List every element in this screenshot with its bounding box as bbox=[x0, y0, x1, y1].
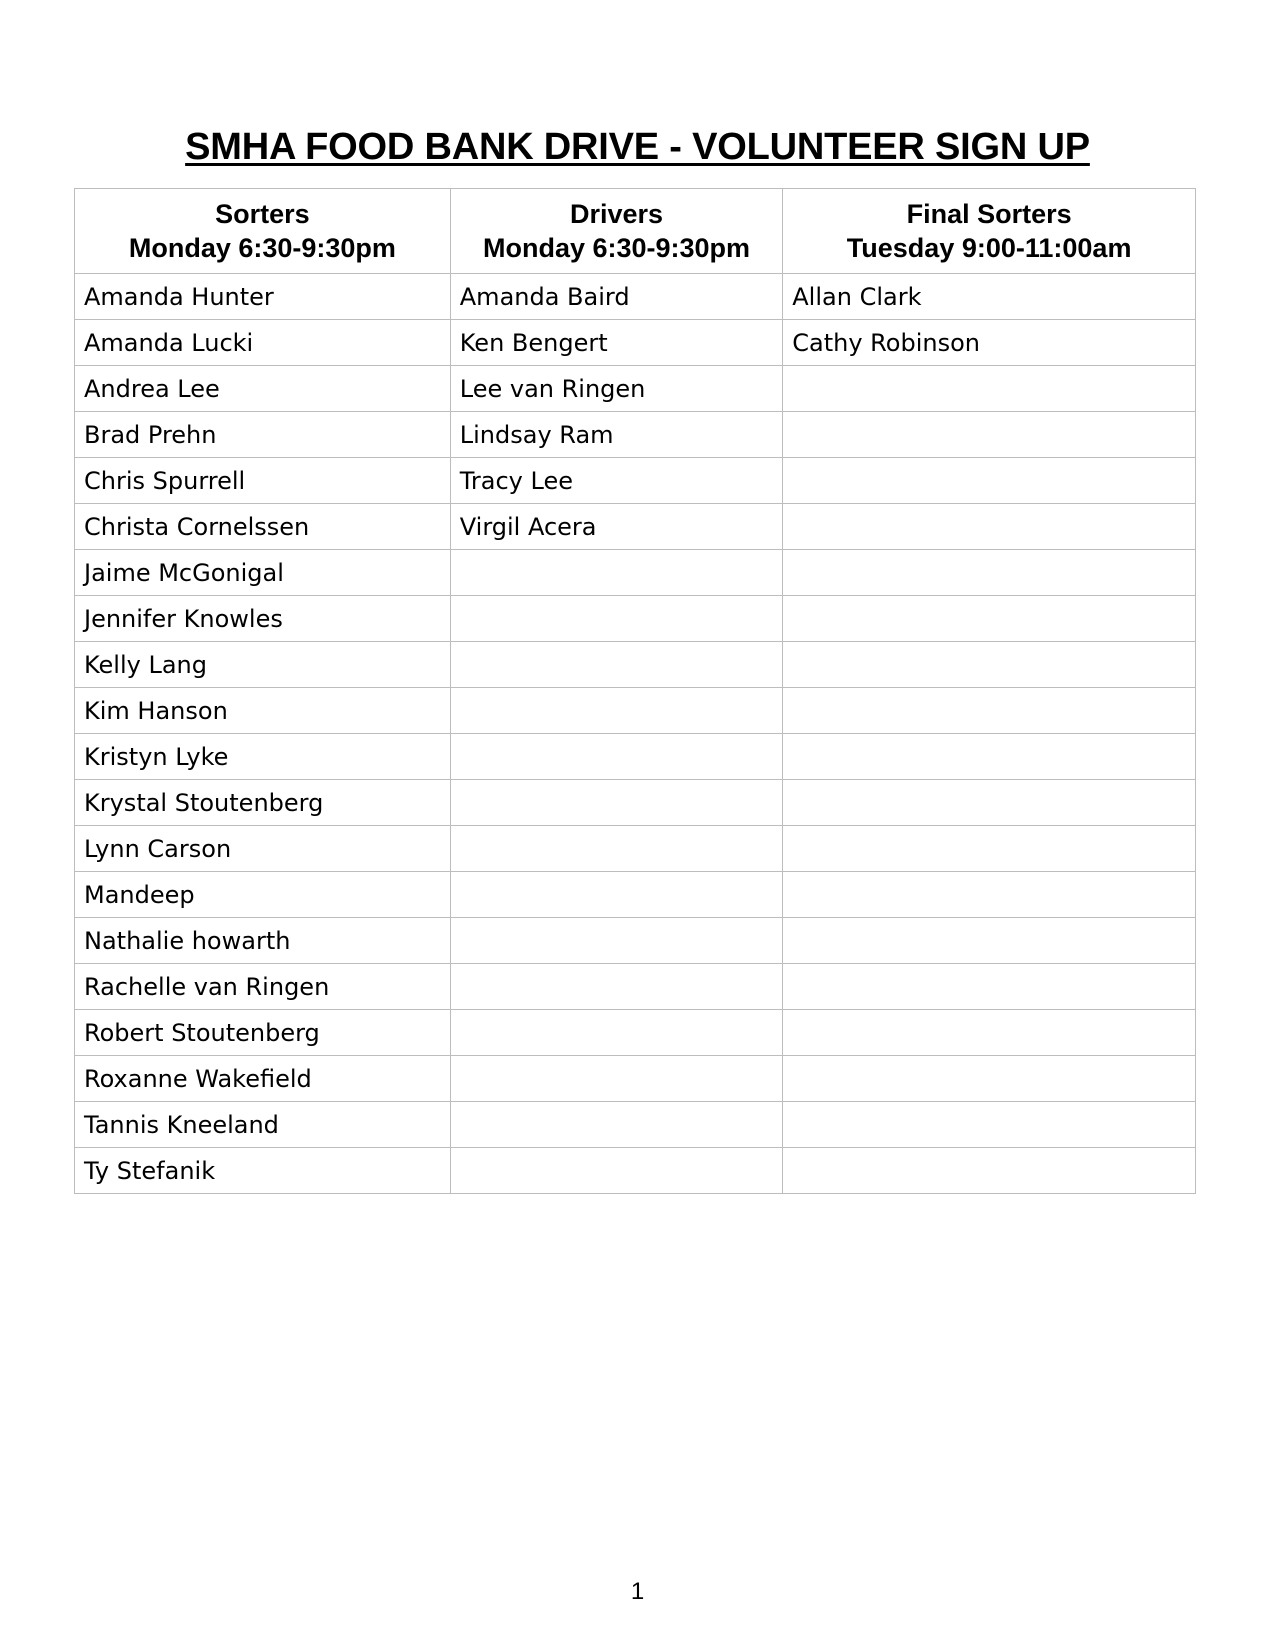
driver-cell: Amanda Baird bbox=[450, 274, 783, 320]
sorter-cell: Chris Spurrell bbox=[75, 458, 451, 504]
sorter-cell: Tannis Kneeland bbox=[75, 1102, 451, 1148]
driver-cell: Ken Bengert bbox=[450, 320, 783, 366]
driver-cell bbox=[450, 734, 783, 780]
driver-cell: Virgil Acera bbox=[450, 504, 783, 550]
driver-cell bbox=[450, 596, 783, 642]
table-row bbox=[75, 688, 1196, 734]
page-number: 1 bbox=[630, 1578, 645, 1605]
driver-cell bbox=[450, 642, 783, 688]
table-row bbox=[75, 320, 1196, 366]
table-row bbox=[75, 826, 1196, 872]
driver-cell bbox=[450, 1148, 783, 1194]
column-header-sorters bbox=[75, 189, 451, 274]
final-sorter-cell bbox=[783, 550, 1196, 596]
header-row bbox=[75, 189, 1196, 274]
final-sorter-cell bbox=[783, 826, 1196, 872]
sorter-cell: Roxanne Wakefield bbox=[75, 1056, 451, 1102]
driver-cell: Lindsay Ram bbox=[450, 412, 783, 458]
table-row bbox=[75, 642, 1196, 688]
table-row bbox=[75, 734, 1196, 780]
driver-cell bbox=[450, 872, 783, 918]
sorter-cell: Jaime McGonigal bbox=[75, 550, 451, 596]
table-row bbox=[75, 1148, 1196, 1194]
table-row bbox=[75, 550, 1196, 596]
table-row bbox=[75, 918, 1196, 964]
final-sorter-cell: Cathy Robinson bbox=[783, 320, 1196, 366]
table-row bbox=[75, 1056, 1196, 1102]
sorter-cell: Kim Hanson bbox=[75, 688, 451, 734]
table-row bbox=[75, 1102, 1196, 1148]
table-row bbox=[75, 504, 1196, 550]
final-sorter-cell bbox=[783, 642, 1196, 688]
sorter-cell: Christa Cornelssen bbox=[75, 504, 451, 550]
sorter-cell: Brad Prehn bbox=[75, 412, 451, 458]
final-sorter-cell bbox=[783, 596, 1196, 642]
sorter-cell: Ty Stefanik bbox=[75, 1148, 451, 1194]
sorter-cell: Amanda Lucki bbox=[75, 320, 451, 366]
final-sorter-cell bbox=[783, 458, 1196, 504]
final-sorter-cell bbox=[783, 1148, 1196, 1194]
column-schedule: Monday 6:30-9:30pm bbox=[128, 233, 396, 263]
driver-cell bbox=[450, 688, 783, 734]
driver-cell bbox=[450, 964, 783, 1010]
driver-cell: Tracy Lee bbox=[450, 458, 783, 504]
table-row bbox=[75, 412, 1196, 458]
final-sorter-cell bbox=[783, 872, 1196, 918]
table-body bbox=[75, 274, 1196, 1194]
column-header-final-sorters bbox=[783, 189, 1196, 274]
volunteer-signup-table bbox=[74, 188, 1196, 1194]
document-title: SMHA FOOD BANK DRIVE - VOLUNTEER SIGN UP bbox=[185, 126, 1090, 168]
final-sorter-cell bbox=[783, 688, 1196, 734]
final-sorter-cell bbox=[783, 366, 1196, 412]
table-row bbox=[75, 366, 1196, 412]
final-sorter-cell: Allan Clark bbox=[783, 274, 1196, 320]
final-sorter-cell bbox=[783, 1056, 1196, 1102]
sorter-cell: Kelly Lang bbox=[75, 642, 451, 688]
table-row bbox=[75, 596, 1196, 642]
final-sorter-cell bbox=[783, 734, 1196, 780]
final-sorter-cell bbox=[783, 1010, 1196, 1056]
table-row bbox=[75, 780, 1196, 826]
final-sorter-cell bbox=[783, 504, 1196, 550]
column-schedule: Monday 6:30-9:30pm bbox=[482, 233, 751, 263]
column-role: Final Sorters bbox=[906, 199, 1072, 229]
column-role: Drivers bbox=[569, 199, 664, 229]
final-sorter-cell bbox=[783, 780, 1196, 826]
column-header-drivers bbox=[450, 189, 783, 274]
driver-cell bbox=[450, 1010, 783, 1056]
sorter-cell: Lynn Carson bbox=[75, 826, 451, 872]
sorter-cell: Kristyn Lyke bbox=[75, 734, 451, 780]
table-row bbox=[75, 964, 1196, 1010]
sorter-cell: Krystal Stoutenberg bbox=[75, 780, 451, 826]
table-row bbox=[75, 274, 1196, 320]
driver-cell bbox=[450, 1056, 783, 1102]
sorter-cell: Nathalie howarth bbox=[75, 918, 451, 964]
sorter-cell: Robert Stoutenberg bbox=[75, 1010, 451, 1056]
column-schedule: Tuesday 9:00-11:00am bbox=[846, 233, 1132, 263]
sorter-cell: Amanda Hunter bbox=[75, 274, 451, 320]
driver-cell bbox=[450, 826, 783, 872]
final-sorter-cell bbox=[783, 412, 1196, 458]
driver-cell: Lee van Ringen bbox=[450, 366, 783, 412]
driver-cell bbox=[450, 780, 783, 826]
driver-cell bbox=[450, 550, 783, 596]
final-sorter-cell bbox=[783, 964, 1196, 1010]
final-sorter-cell bbox=[783, 1102, 1196, 1148]
sorter-cell: Rachelle van Ringen bbox=[75, 964, 451, 1010]
driver-cell bbox=[450, 918, 783, 964]
sorter-cell: Mandeep bbox=[75, 872, 451, 918]
column-role: Sorters bbox=[215, 199, 310, 229]
driver-cell bbox=[450, 1102, 783, 1148]
sorter-cell: Andrea Lee bbox=[75, 366, 451, 412]
sorter-cell: Jennifer Knowles bbox=[75, 596, 451, 642]
table-row bbox=[75, 872, 1196, 918]
final-sorter-cell bbox=[783, 918, 1196, 964]
table-row bbox=[75, 1010, 1196, 1056]
table-row bbox=[75, 458, 1196, 504]
